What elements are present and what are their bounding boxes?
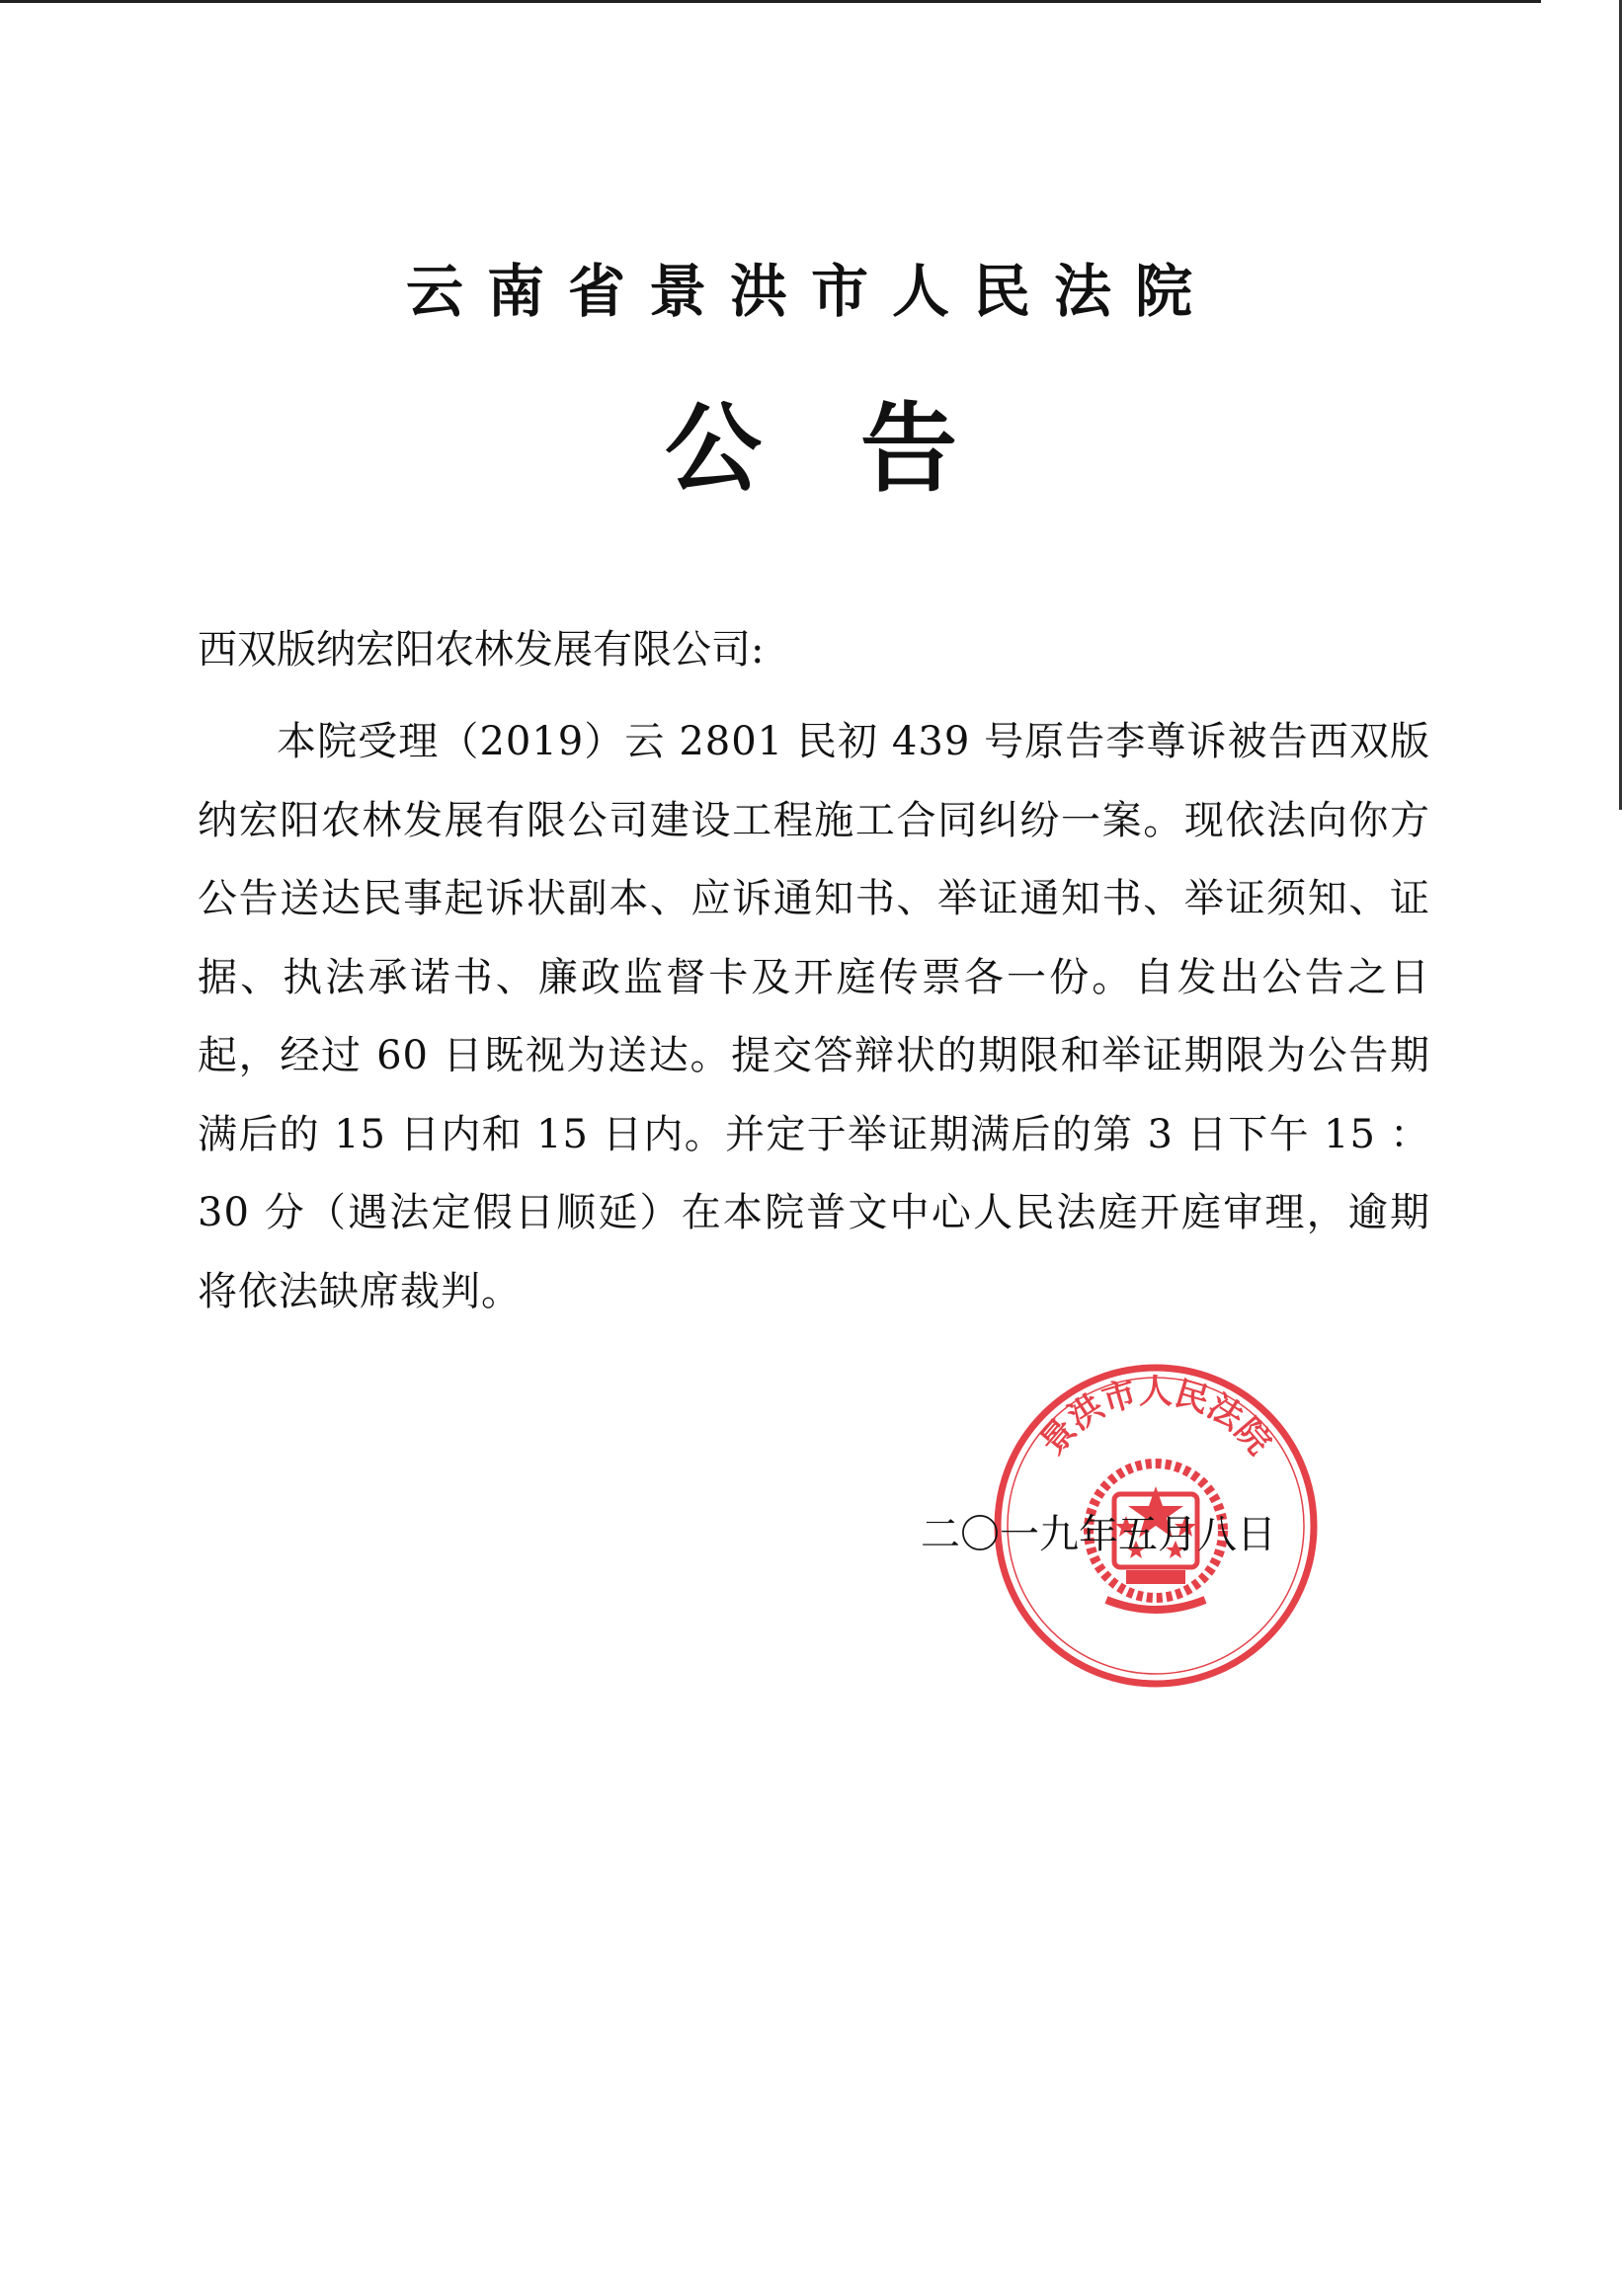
addressee: 西双版纳宏阳农林发展有限公司: — [198, 627, 765, 673]
notice-body: 本院受理（2019）云 2801 民初 439 号原告李尊诉被告西双版纳宏阳农林发展有限公司建设工程施工合同纠纷一案。现依法向你方公告送达民事起诉状副本、应诉通知书、举证通知书、举证须知、证据、执法承诺书、廉政监督卡及开庭传票各一份。自发出公告之日起，经过 60 日既视为送达。提交答辩状的期限和举证期限为公告期满后的 15 日内和 15 日内。并定于举证期满后的第 3 日下午 15 ：30 分（遇法定假日顺延）在本院普文中心人民法庭开庭审理，逾期将依法缺席裁判。 — [198, 719, 1430, 1314]
seal-text: 景洪市人民法院 — [1032, 1372, 1279, 1463]
scan-edge-top — [0, 0, 1541, 3]
issue-date: 二〇一九年五月八日 — [921, 1512, 1276, 1557]
court-name: 云南省景洪市人民法院 — [405, 258, 1216, 325]
document-title: 公告 — [664, 392, 1056, 506]
